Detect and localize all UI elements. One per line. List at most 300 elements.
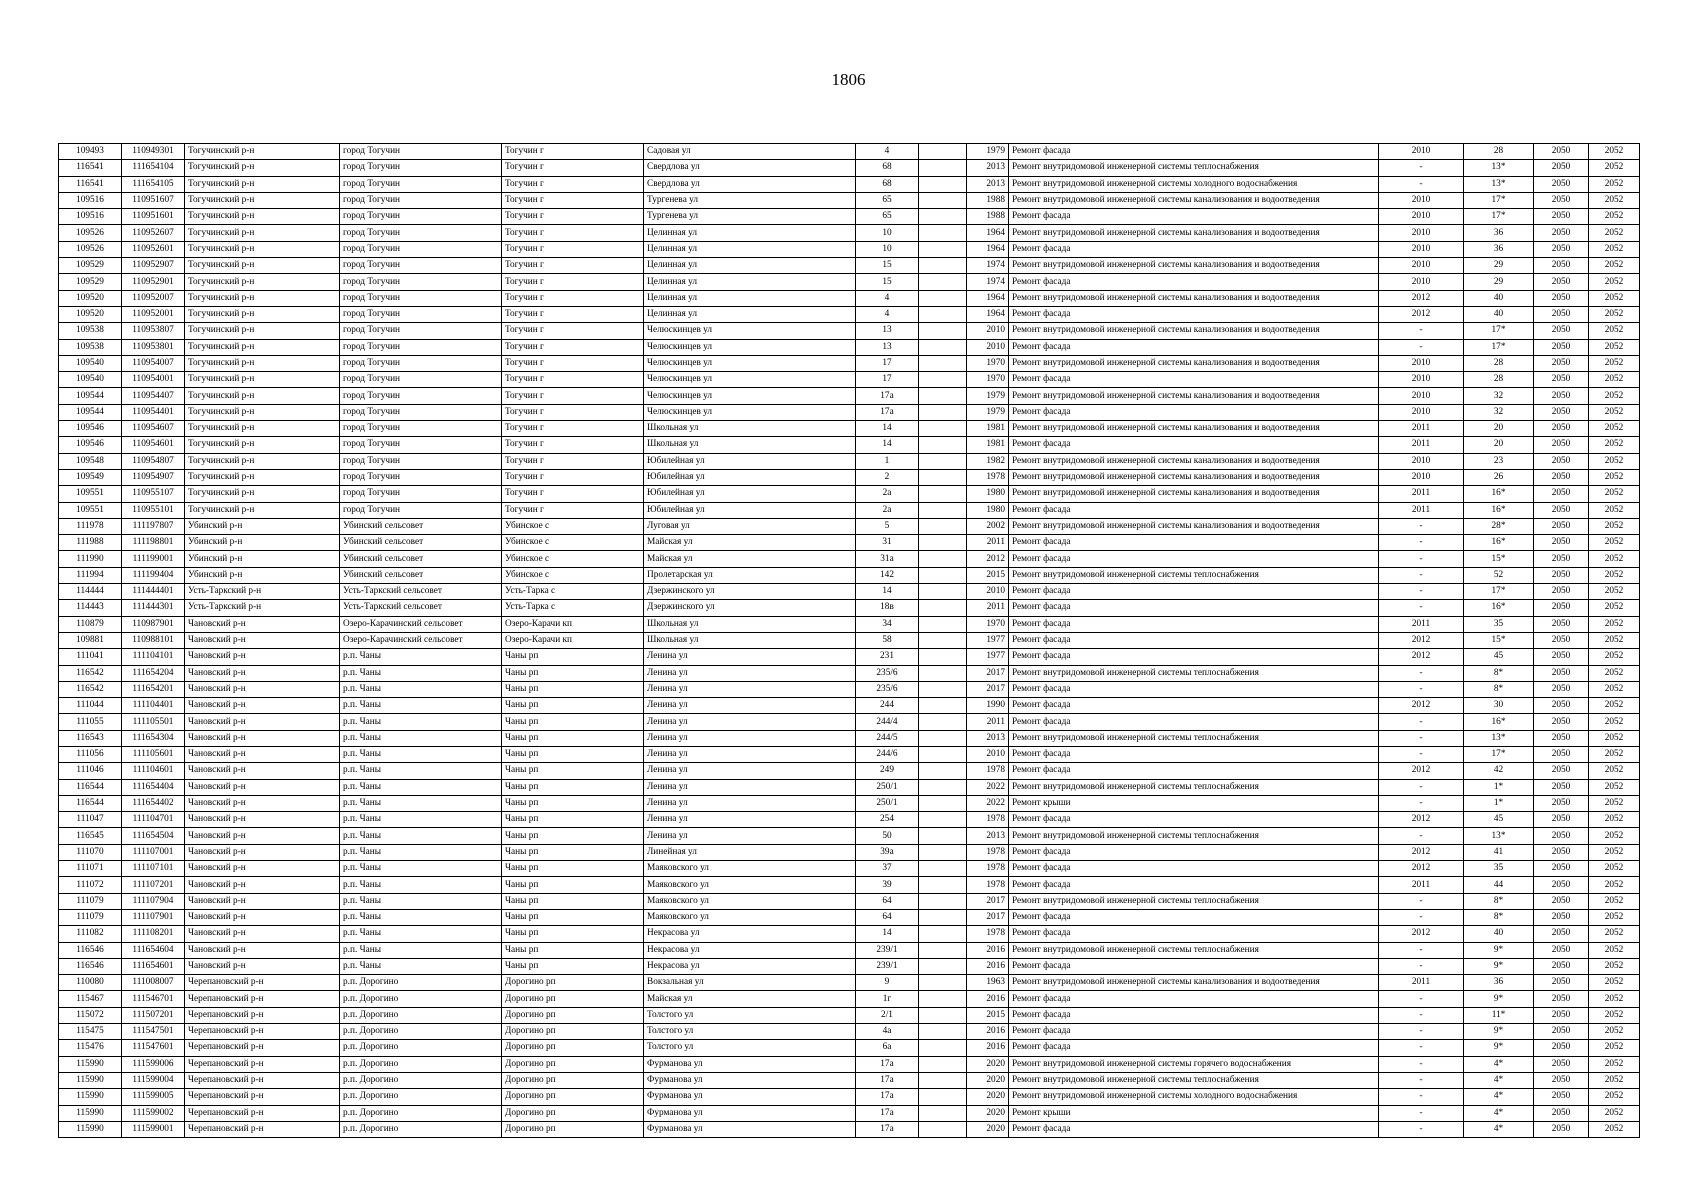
- work-type-cell: Ремонт внутридомовой инженерной системы теплоснабжения: [1009, 893, 1379, 909]
- empty-column-cell: [919, 339, 967, 355]
- street-cell: Школьная ул: [644, 437, 856, 453]
- work-type-cell: Ремонт фасада: [1009, 209, 1379, 225]
- build-year-cell: 1977: [967, 632, 1009, 648]
- wear-value-cell: 4*: [1464, 1121, 1534, 1137]
- settlement-cell: Чаны рп: [502, 877, 644, 893]
- table-row: [59, 437, 1640, 453]
- work-id-cell: 111104401: [122, 698, 185, 714]
- empty-column-cell: [919, 812, 967, 828]
- street-cell: Дзержинского ул: [644, 584, 856, 600]
- municipality-cell: р.п. Чаны: [340, 926, 502, 942]
- work-type-cell: Ремонт внутридомовой инженерной системы канализования и водоотведения: [1009, 225, 1379, 241]
- work-id-cell: 110954401: [122, 404, 185, 420]
- house-id-cell: 109881: [59, 632, 122, 648]
- plan-year-end-cell: 2052: [1589, 176, 1640, 192]
- house-id-cell: 109520: [59, 306, 122, 322]
- empty-column-cell: [919, 942, 967, 958]
- wear-value-cell: 15*: [1464, 551, 1534, 567]
- plan-year-start-cell: 2050: [1534, 1056, 1589, 1072]
- table-row: [59, 404, 1640, 420]
- district-cell: Чановский р-н: [185, 763, 340, 779]
- work-id-cell: 111599005: [122, 1089, 185, 1105]
- house-id-cell: 116541: [59, 176, 122, 192]
- wear-value-cell: 28: [1464, 372, 1534, 388]
- municipality-cell: р.п. Дорогино: [340, 1056, 502, 1072]
- plan-year-start-cell: 2050: [1534, 649, 1589, 665]
- street-cell: Ленина ул: [644, 665, 856, 681]
- wear-value-cell: 1*: [1464, 795, 1534, 811]
- build-year-cell: 1981: [967, 437, 1009, 453]
- work-id-cell: 111654404: [122, 779, 185, 795]
- street-cell: Школьная ул: [644, 632, 856, 648]
- plan-year-end-cell: 2052: [1589, 1105, 1640, 1121]
- settlement-cell: Чаны рп: [502, 714, 644, 730]
- municipality-cell: город Тогучин: [340, 176, 502, 192]
- table-row: [59, 975, 1640, 991]
- house-id-cell: 115990: [59, 1056, 122, 1072]
- district-cell: Тогучинский р-н: [185, 209, 340, 225]
- street-cell: Вокзальная ул: [644, 975, 856, 991]
- street-cell: Маяковского ул: [644, 861, 856, 877]
- plan-year-end-cell: 2052: [1589, 192, 1640, 208]
- settlement-cell: Убинское с: [502, 535, 644, 551]
- wear-value-cell: 11*: [1464, 1007, 1534, 1023]
- empty-column-cell: [919, 209, 967, 225]
- plan-year-end-cell: 2052: [1589, 290, 1640, 306]
- work-type-cell: Ремонт фасада: [1009, 698, 1379, 714]
- table-row: [59, 649, 1640, 665]
- house-number-cell: 17а: [856, 1072, 919, 1088]
- district-cell: Чановский р-н: [185, 779, 340, 795]
- wear-value-cell: 35: [1464, 861, 1534, 877]
- last-repair-year-cell: 2012: [1379, 632, 1464, 648]
- build-year-cell: 1974: [967, 258, 1009, 274]
- municipality-cell: р.п. Чаны: [340, 730, 502, 746]
- house-number-cell: 235/6: [856, 681, 919, 697]
- build-year-cell: 1974: [967, 274, 1009, 290]
- plan-year-end-cell: 2052: [1589, 567, 1640, 583]
- district-cell: Чановский р-н: [185, 861, 340, 877]
- build-year-cell: 1964: [967, 290, 1009, 306]
- settlement-cell: Тогучин г: [502, 241, 644, 257]
- municipality-cell: город Тогучин: [340, 453, 502, 469]
- wear-value-cell: 8*: [1464, 681, 1534, 697]
- work-id-cell: 110953801: [122, 339, 185, 355]
- empty-column-cell: [919, 535, 967, 551]
- build-year-cell: 1988: [967, 209, 1009, 225]
- table-row: [59, 991, 1640, 1007]
- district-cell: Тогучинский р-н: [185, 388, 340, 404]
- last-repair-year-cell: 2012: [1379, 763, 1464, 779]
- build-year-cell: 2013: [967, 828, 1009, 844]
- build-year-cell: 1978: [967, 844, 1009, 860]
- wear-value-cell: 4*: [1464, 1072, 1534, 1088]
- municipality-cell: р.п. Дорогино: [340, 1007, 502, 1023]
- wear-value-cell: 9*: [1464, 1040, 1534, 1056]
- work-type-cell: Ремонт внутридомовой инженерной системы канализования и водоотведения: [1009, 290, 1379, 306]
- last-repair-year-cell: -: [1379, 1040, 1464, 1056]
- street-cell: Некрасова ул: [644, 926, 856, 942]
- house-number-cell: 15: [856, 274, 919, 290]
- wear-value-cell: 32: [1464, 388, 1534, 404]
- build-year-cell: 1964: [967, 225, 1009, 241]
- district-cell: Черепановский р-н: [185, 1105, 340, 1121]
- house-number-cell: 2: [856, 469, 919, 485]
- work-id-cell: 110949301: [122, 144, 185, 160]
- build-year-cell: 1964: [967, 306, 1009, 322]
- work-id-cell: 111654105: [122, 176, 185, 192]
- house-number-cell: 244/5: [856, 730, 919, 746]
- plan-year-end-cell: 2052: [1589, 306, 1640, 322]
- build-year-cell: 1977: [967, 649, 1009, 665]
- wear-value-cell: 23: [1464, 453, 1534, 469]
- plan-year-end-cell: 2052: [1589, 763, 1640, 779]
- settlement-cell: Дорогино рп: [502, 1072, 644, 1088]
- wear-value-cell: 45: [1464, 812, 1534, 828]
- street-cell: Челюскинцев ул: [644, 323, 856, 339]
- build-year-cell: 2012: [967, 551, 1009, 567]
- work-id-cell: 110954007: [122, 355, 185, 371]
- house-id-cell: 109551: [59, 486, 122, 502]
- street-cell: Юбилейная ул: [644, 502, 856, 518]
- house-number-cell: 239/1: [856, 958, 919, 974]
- plan-year-end-cell: 2052: [1589, 388, 1640, 404]
- house-id-cell: 109526: [59, 225, 122, 241]
- work-type-cell: Ремонт внутридомовой инженерной системы канализования и водоотведения: [1009, 453, 1379, 469]
- work-type-cell: Ремонт фасада: [1009, 600, 1379, 616]
- table-row: [59, 584, 1640, 600]
- work-id-cell: 111104101: [122, 649, 185, 665]
- district-cell: Тогучинский р-н: [185, 290, 340, 306]
- work-id-cell: 111599002: [122, 1105, 185, 1121]
- district-cell: Черепановский р-н: [185, 1089, 340, 1105]
- street-cell: Челюскинцев ул: [644, 388, 856, 404]
- municipality-cell: Убинский сельсовет: [340, 567, 502, 583]
- house-id-cell: 115475: [59, 1024, 122, 1040]
- plan-year-start-cell: 2050: [1534, 958, 1589, 974]
- house-id-cell: 111056: [59, 746, 122, 762]
- plan-year-end-cell: 2052: [1589, 779, 1640, 795]
- district-cell: Тогучинский р-н: [185, 241, 340, 257]
- table-row: [59, 632, 1640, 648]
- empty-column-cell: [919, 600, 967, 616]
- street-cell: Луговая ул: [644, 518, 856, 534]
- district-cell: Тогучинский р-н: [185, 469, 340, 485]
- settlement-cell: Чаны рп: [502, 958, 644, 974]
- empty-column-cell: [919, 437, 967, 453]
- build-year-cell: 2015: [967, 567, 1009, 583]
- work-id-cell: 110952901: [122, 274, 185, 290]
- empty-column-cell: [919, 681, 967, 697]
- plan-year-end-cell: 2052: [1589, 828, 1640, 844]
- settlement-cell: Тогучин г: [502, 144, 644, 160]
- district-cell: Тогучинский р-н: [185, 274, 340, 290]
- table-row: [59, 1121, 1640, 1137]
- settlement-cell: Усть-Тарка с: [502, 600, 644, 616]
- last-repair-year-cell: -: [1379, 1105, 1464, 1121]
- last-repair-year-cell: -: [1379, 828, 1464, 844]
- district-cell: Тогучинский р-н: [185, 225, 340, 241]
- wear-value-cell: 16*: [1464, 714, 1534, 730]
- settlement-cell: Тогучин г: [502, 469, 644, 485]
- empty-column-cell: [919, 714, 967, 730]
- street-cell: Ленина ул: [644, 763, 856, 779]
- street-cell: Целинная ул: [644, 225, 856, 241]
- house-id-cell: 111994: [59, 567, 122, 583]
- build-year-cell: 1979: [967, 144, 1009, 160]
- empty-column-cell: [919, 1089, 967, 1105]
- plan-year-end-cell: 2052: [1589, 372, 1640, 388]
- settlement-cell: Чаны рп: [502, 779, 644, 795]
- empty-column-cell: [919, 795, 967, 811]
- build-year-cell: 2017: [967, 909, 1009, 925]
- build-year-cell: 2022: [967, 795, 1009, 811]
- house-number-cell: 1: [856, 453, 919, 469]
- settlement-cell: Тогучин г: [502, 176, 644, 192]
- plan-year-end-cell: 2052: [1589, 323, 1640, 339]
- empty-column-cell: [919, 388, 967, 404]
- district-cell: Чановский р-н: [185, 746, 340, 762]
- work-type-cell: Ремонт внутридомовой инженерной системы теплоснабжения: [1009, 567, 1379, 583]
- last-repair-year-cell: -: [1379, 176, 1464, 192]
- settlement-cell: Чаны рп: [502, 730, 644, 746]
- empty-column-cell: [919, 1072, 967, 1088]
- build-year-cell: 2017: [967, 893, 1009, 909]
- plan-year-start-cell: 2050: [1534, 844, 1589, 860]
- house-number-cell: 68: [856, 160, 919, 176]
- house-id-cell: 116545: [59, 828, 122, 844]
- street-cell: Садовая ул: [644, 144, 856, 160]
- plan-year-end-cell: 2052: [1589, 861, 1640, 877]
- work-type-cell: Ремонт фасада: [1009, 1121, 1379, 1137]
- house-id-cell: 111044: [59, 698, 122, 714]
- street-cell: Ленина ул: [644, 828, 856, 844]
- empty-column-cell: [919, 1007, 967, 1023]
- district-cell: Чановский р-н: [185, 698, 340, 714]
- work-type-cell: Ремонт внутридомовой инженерной системы канализования и водоотведения: [1009, 486, 1379, 502]
- last-repair-year-cell: 2010: [1379, 274, 1464, 290]
- house-id-cell: 109538: [59, 339, 122, 355]
- empty-column-cell: [919, 160, 967, 176]
- municipality-cell: р.п. Дорогино: [340, 975, 502, 991]
- wear-value-cell: 9*: [1464, 1024, 1534, 1040]
- work-id-cell: 111654402: [122, 795, 185, 811]
- plan-year-start-cell: 2050: [1534, 404, 1589, 420]
- settlement-cell: Тогучин г: [502, 421, 644, 437]
- build-year-cell: 1978: [967, 861, 1009, 877]
- municipality-cell: Убинский сельсовет: [340, 551, 502, 567]
- last-repair-year-cell: -: [1379, 339, 1464, 355]
- house-number-cell: 39а: [856, 844, 919, 860]
- work-type-cell: Ремонт фасада: [1009, 144, 1379, 160]
- plan-year-end-cell: 2052: [1589, 665, 1640, 681]
- last-repair-year-cell: 2012: [1379, 290, 1464, 306]
- plan-year-start-cell: 2050: [1534, 1121, 1589, 1137]
- last-repair-year-cell: -: [1379, 1007, 1464, 1023]
- build-year-cell: 2017: [967, 681, 1009, 697]
- work-id-cell: 111444301: [122, 600, 185, 616]
- street-cell: Пролетарская ул: [644, 567, 856, 583]
- work-type-cell: Ремонт фасада: [1009, 502, 1379, 518]
- work-id-cell: 111654504: [122, 828, 185, 844]
- street-cell: Целинная ул: [644, 258, 856, 274]
- district-cell: Тогучинский р-н: [185, 372, 340, 388]
- district-cell: Тогучинский р-н: [185, 502, 340, 518]
- street-cell: Маяковского ул: [644, 877, 856, 893]
- work-type-cell: Ремонт внутридомовой инженерной системы канализования и водоотведения: [1009, 388, 1379, 404]
- last-repair-year-cell: 2011: [1379, 877, 1464, 893]
- plan-year-start-cell: 2050: [1534, 241, 1589, 257]
- house-id-cell: 109544: [59, 404, 122, 420]
- house-number-cell: 4: [856, 144, 919, 160]
- house-id-cell: 111070: [59, 844, 122, 860]
- house-number-cell: 2а: [856, 486, 919, 502]
- municipality-cell: р.п. Дорогино: [340, 991, 502, 1007]
- last-repair-year-cell: -: [1379, 1089, 1464, 1105]
- house-number-cell: 13: [856, 339, 919, 355]
- street-cell: Челюскинцев ул: [644, 355, 856, 371]
- wear-value-cell: 17*: [1464, 746, 1534, 762]
- plan-year-start-cell: 2050: [1534, 355, 1589, 371]
- build-year-cell: 1963: [967, 975, 1009, 991]
- plan-year-start-cell: 2050: [1534, 323, 1589, 339]
- plan-year-start-cell: 2050: [1534, 551, 1589, 567]
- house-id-cell: 109520: [59, 290, 122, 306]
- wear-value-cell: 35: [1464, 616, 1534, 632]
- settlement-cell: Дорогино рп: [502, 1007, 644, 1023]
- street-cell: Юбилейная ул: [644, 469, 856, 485]
- municipality-cell: город Тогучин: [340, 469, 502, 485]
- plan-year-start-cell: 2050: [1534, 763, 1589, 779]
- work-type-cell: Ремонт фасада: [1009, 551, 1379, 567]
- work-id-cell: 111107001: [122, 844, 185, 860]
- district-cell: Тогучинский р-н: [185, 192, 340, 208]
- build-year-cell: 2011: [967, 600, 1009, 616]
- house-number-cell: 65: [856, 192, 919, 208]
- build-year-cell: 1979: [967, 404, 1009, 420]
- plan-year-start-cell: 2050: [1534, 828, 1589, 844]
- build-year-cell: 1978: [967, 877, 1009, 893]
- house-id-cell: 111041: [59, 649, 122, 665]
- municipality-cell: город Тогучин: [340, 355, 502, 371]
- build-year-cell: 2020: [967, 1121, 1009, 1137]
- build-year-cell: 2022: [967, 779, 1009, 795]
- last-repair-year-cell: 2011: [1379, 486, 1464, 502]
- house-id-cell: 109551: [59, 502, 122, 518]
- district-cell: Тогучинский р-н: [185, 355, 340, 371]
- build-year-cell: 2002: [967, 518, 1009, 534]
- work-type-cell: Ремонт внутридомовой инженерной системы теплоснабжения: [1009, 1072, 1379, 1088]
- street-cell: Линейная ул: [644, 844, 856, 860]
- plan-year-start-cell: 2050: [1534, 665, 1589, 681]
- street-cell: Маяковского ул: [644, 909, 856, 925]
- last-repair-year-cell: -: [1379, 584, 1464, 600]
- build-year-cell: 2020: [967, 1056, 1009, 1072]
- district-cell: Черепановский р-н: [185, 975, 340, 991]
- empty-column-cell: [919, 698, 967, 714]
- last-repair-year-cell: 2010: [1379, 404, 1464, 420]
- last-repair-year-cell: 2012: [1379, 306, 1464, 322]
- wear-value-cell: 13*: [1464, 730, 1534, 746]
- work-id-cell: 111599006: [122, 1056, 185, 1072]
- table-row: [59, 893, 1640, 909]
- municipality-cell: р.п. Чаны: [340, 698, 502, 714]
- work-type-cell: Ремонт фасада: [1009, 437, 1379, 453]
- work-id-cell: 111198801: [122, 535, 185, 551]
- house-number-cell: 65: [856, 209, 919, 225]
- table-row: [59, 535, 1640, 551]
- empty-column-cell: [919, 258, 967, 274]
- last-repair-year-cell: 2010: [1379, 372, 1464, 388]
- table-row: [59, 290, 1640, 306]
- empty-column-cell: [919, 421, 967, 437]
- house-number-cell: 50: [856, 828, 919, 844]
- empty-column-cell: [919, 241, 967, 257]
- street-cell: Целинная ул: [644, 306, 856, 322]
- settlement-cell: Чаны рп: [502, 681, 644, 697]
- plan-year-end-cell: 2052: [1589, 649, 1640, 665]
- empty-column-cell: [919, 290, 967, 306]
- house-id-cell: 111988: [59, 535, 122, 551]
- plan-year-end-cell: 2052: [1589, 274, 1640, 290]
- work-type-cell: Ремонт внутридомовой инженерной системы канализования и водоотведения: [1009, 258, 1379, 274]
- municipality-cell: город Тогучин: [340, 258, 502, 274]
- settlement-cell: Убинское с: [502, 518, 644, 534]
- house-number-cell: 4: [856, 290, 919, 306]
- settlement-cell: Чаны рп: [502, 926, 644, 942]
- last-repair-year-cell: 2011: [1379, 616, 1464, 632]
- district-cell: Чановский р-н: [185, 844, 340, 860]
- plan-year-end-cell: 2052: [1589, 698, 1640, 714]
- plan-year-start-cell: 2050: [1534, 567, 1589, 583]
- settlement-cell: Чаны рп: [502, 893, 644, 909]
- wear-value-cell: 17*: [1464, 323, 1534, 339]
- street-cell: Юбилейная ул: [644, 453, 856, 469]
- house-id-cell: 115990: [59, 1121, 122, 1137]
- work-id-cell: 110951607: [122, 192, 185, 208]
- wear-value-cell: 45: [1464, 649, 1534, 665]
- wear-value-cell: 16*: [1464, 600, 1534, 616]
- empty-column-cell: [919, 453, 967, 469]
- build-year-cell: 1978: [967, 763, 1009, 779]
- table-row: [59, 681, 1640, 697]
- empty-column-cell: [919, 746, 967, 762]
- last-repair-year-cell: 2010: [1379, 241, 1464, 257]
- plan-year-start-cell: 2050: [1534, 437, 1589, 453]
- empty-column-cell: [919, 665, 967, 681]
- work-id-cell: 111008007: [122, 975, 185, 991]
- work-id-cell: 111105601: [122, 746, 185, 762]
- municipality-cell: р.п. Чаны: [340, 779, 502, 795]
- plan-year-start-cell: 2050: [1534, 258, 1589, 274]
- table-row: [59, 421, 1640, 437]
- plan-year-start-cell: 2050: [1534, 909, 1589, 925]
- work-type-cell: Ремонт фасада: [1009, 714, 1379, 730]
- street-cell: Маяковского ул: [644, 893, 856, 909]
- work-type-cell: Ремонт фасада: [1009, 1040, 1379, 1056]
- table-row: [59, 730, 1640, 746]
- street-cell: Некрасова ул: [644, 942, 856, 958]
- build-year-cell: 1978: [967, 812, 1009, 828]
- work-id-cell: 110951601: [122, 209, 185, 225]
- wear-value-cell: 36: [1464, 241, 1534, 257]
- house-number-cell: 18в: [856, 600, 919, 616]
- work-id-cell: 111199001: [122, 551, 185, 567]
- plan-year-start-cell: 2050: [1534, 469, 1589, 485]
- empty-column-cell: [919, 518, 967, 534]
- house-number-cell: 231: [856, 649, 919, 665]
- work-id-cell: 110953807: [122, 323, 185, 339]
